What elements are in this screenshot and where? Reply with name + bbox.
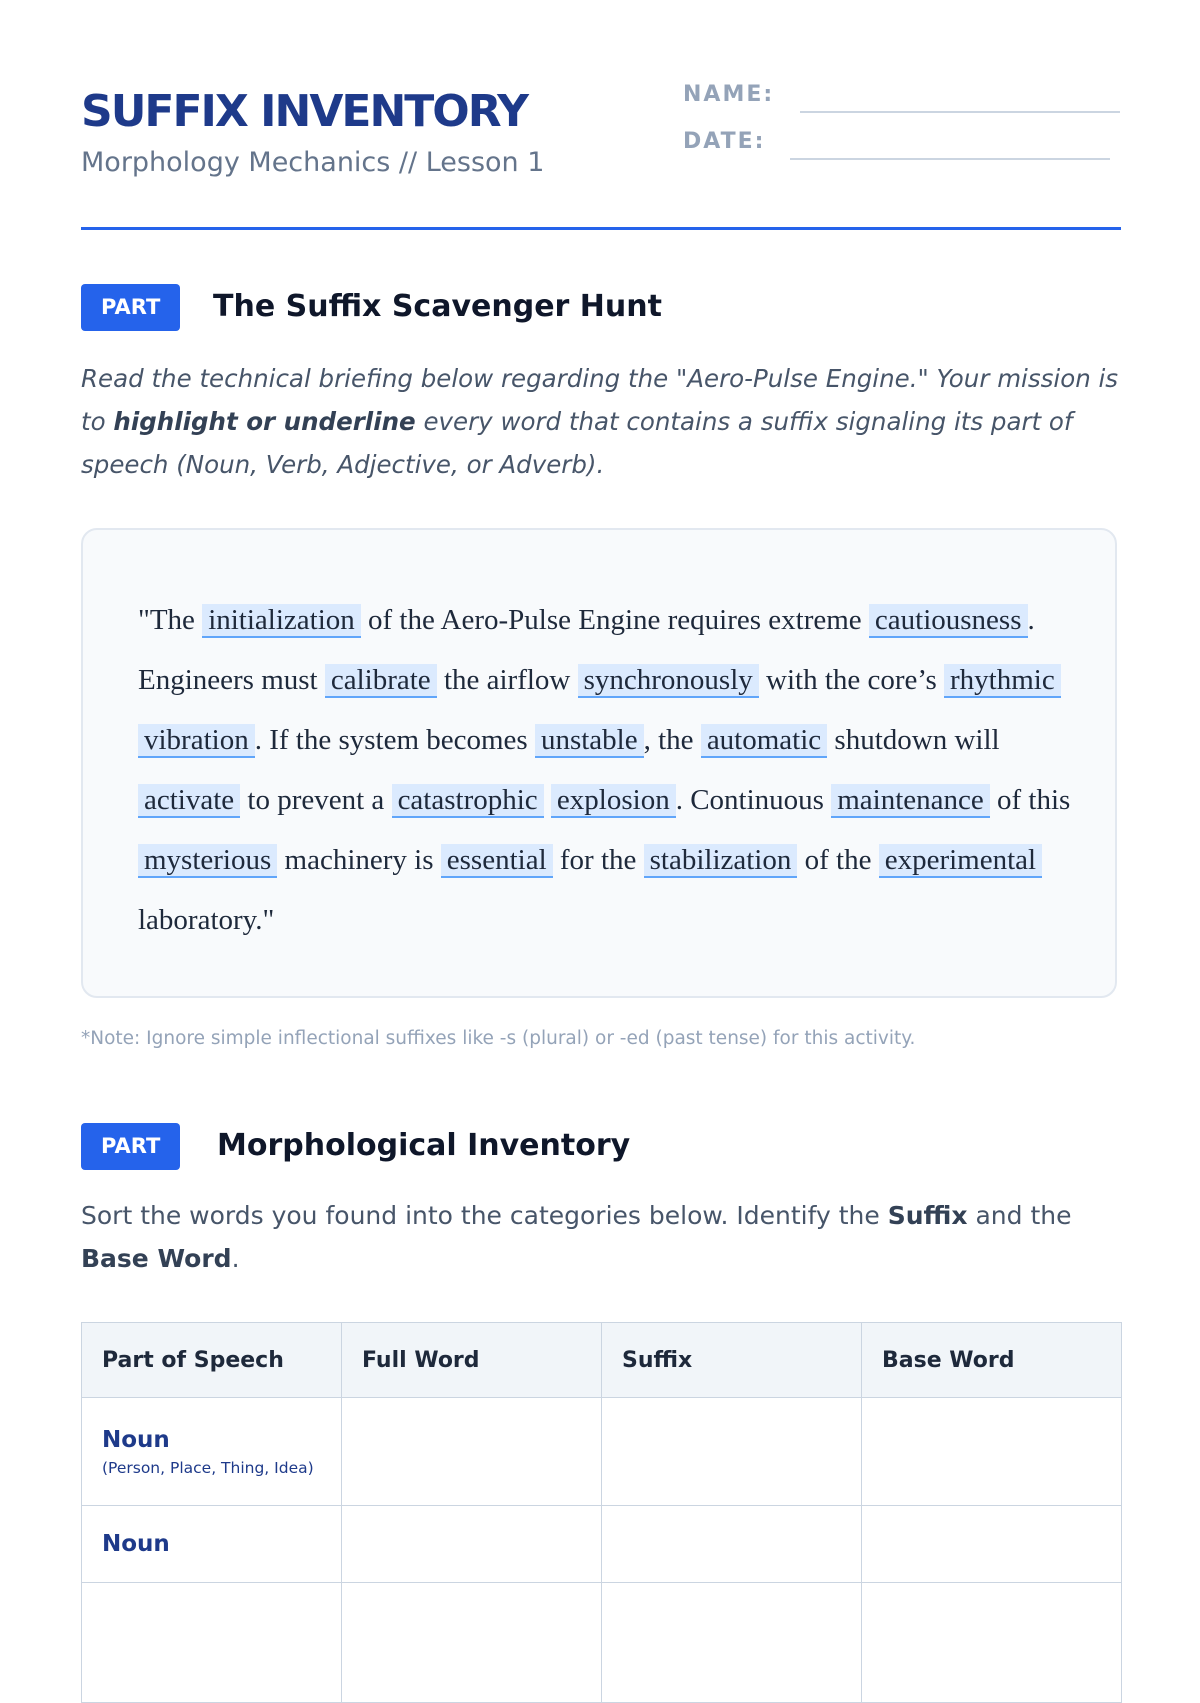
suffix-cell[interactable] [602,1583,862,1703]
base-word-cell[interactable] [862,1398,1122,1506]
passage-text: laboratory." [138,904,275,936]
date-label: DATE: [683,129,766,154]
part2-instructions-end: . [231,1244,240,1273]
passage-text: shutdown will [827,724,1000,756]
part1-instructions-text-end: every word that contains a suffix signaling its part of speech (Noun, Verb, Adjective, or Adverb). [81,407,1073,479]
full-word-cell[interactable] [342,1506,602,1583]
page-subtitle: Morphology Mechanics // Lesson 1 [81,147,545,178]
header-full-word: Full Word [342,1323,602,1398]
full-word-cell[interactable] [342,1583,602,1703]
highlighted-word[interactable]: maintenance [831,784,990,818]
part1-instructions-emphasis: highlight or underline [113,407,416,436]
pos-cell [82,1583,342,1703]
briefing-passage [138,590,1078,950]
passage-text [544,784,551,816]
highlighted-word[interactable]: explosion [551,784,676,818]
highlighted-word[interactable]: cautiousness [869,604,1028,638]
highlighted-word[interactable]: experimental [879,844,1042,878]
suffix-cell[interactable] [602,1398,862,1506]
highlighted-word[interactable]: mysterious [138,844,277,878]
briefing-box [81,528,1117,998]
part2-instructions-joiner: and the [967,1201,1072,1230]
passage-text: , the [643,724,701,756]
part1-instructions [81,357,1121,486]
part1-note: *Note: Ignore simple inflectional suffixes like -s (plural) or -ed (past tense) for this activity. [81,1028,916,1049]
base-word-emphasis: Base Word [81,1244,232,1273]
header-divider [81,227,1121,230]
pos-label: Noun [102,1531,170,1557]
highlighted-word[interactable]: calibrate [325,664,437,698]
highlighted-word[interactable]: catastrophic [392,784,544,818]
highlighted-word[interactable]: vibration [138,724,255,758]
header-base-word: Base Word [862,1323,1122,1398]
part2-title: Morphological Inventory [217,1128,631,1163]
highlighted-word[interactable]: stabilization [644,844,798,878]
part1-instructions-text: Read the technical briefing below regarding the "Aero-Pulse Engine." Your mission is to [81,364,1119,436]
passage-text: . Engineers must [138,604,1035,696]
highlighted-word[interactable]: activate [138,784,240,818]
passage-text: machinery is [277,844,441,876]
suffix-cell[interactable] [602,1506,862,1583]
passage-text: of the [797,844,879,876]
passage-text: with the core’s [758,664,945,696]
base-word-cell[interactable] [862,1583,1122,1703]
passage-text: of the Aero-Pulse Engine requires extreme [360,604,869,636]
passage-text: . Continuous [675,784,832,816]
highlighted-word[interactable]: unstable [535,724,644,758]
part1-badge: PART 1 [81,284,180,331]
part1-title: The Suffix Scavenger Hunt [213,289,662,324]
name-line[interactable] [800,111,1120,113]
pos-label: Noun [102,1426,170,1453]
table-row [82,1583,1122,1703]
passage-text: for the [552,844,644,876]
highlighted-word[interactable]: rhythmic [944,664,1061,698]
part2-instructions [81,1194,1121,1280]
part2-instructions-text: Sort the words you found into the categories below. Identify the [81,1201,888,1230]
passage-text: to prevent a [240,784,392,816]
highlighted-word[interactable]: synchronously [578,664,759,698]
highlighted-word[interactable]: essential [441,844,553,878]
page-title: SUFFIX INVENTORY [81,86,528,137]
base-word-cell[interactable] [862,1506,1122,1583]
name-label: NAME: [683,82,775,107]
full-word-cell[interactable] [342,1398,602,1506]
header-suffix: Suffix [602,1323,862,1398]
highlighted-word[interactable]: automatic [701,724,827,758]
pos-cell [82,1398,342,1506]
passage-text: the airflow [436,664,578,696]
suffix-emphasis: Suffix [887,1201,968,1230]
passage-text: "The [138,604,203,636]
pos-hint: (Person, Place, Thing, Idea) [102,1458,314,1477]
table-header-row [82,1323,1122,1398]
date-line[interactable] [790,158,1110,160]
inventory-table [81,1322,1122,1703]
pos-cell [82,1506,342,1583]
header-part-of-speech: Part of Speech [82,1323,342,1398]
highlighted-word[interactable]: initialization [202,604,361,638]
table-row [82,1398,1122,1506]
part2-badge: PART 2 [81,1123,180,1170]
table-row [82,1506,1122,1583]
passage-text: . If the system becomes [254,724,535,756]
passage-text: of this [989,784,1071,816]
worksheet-header [81,80,1121,230]
